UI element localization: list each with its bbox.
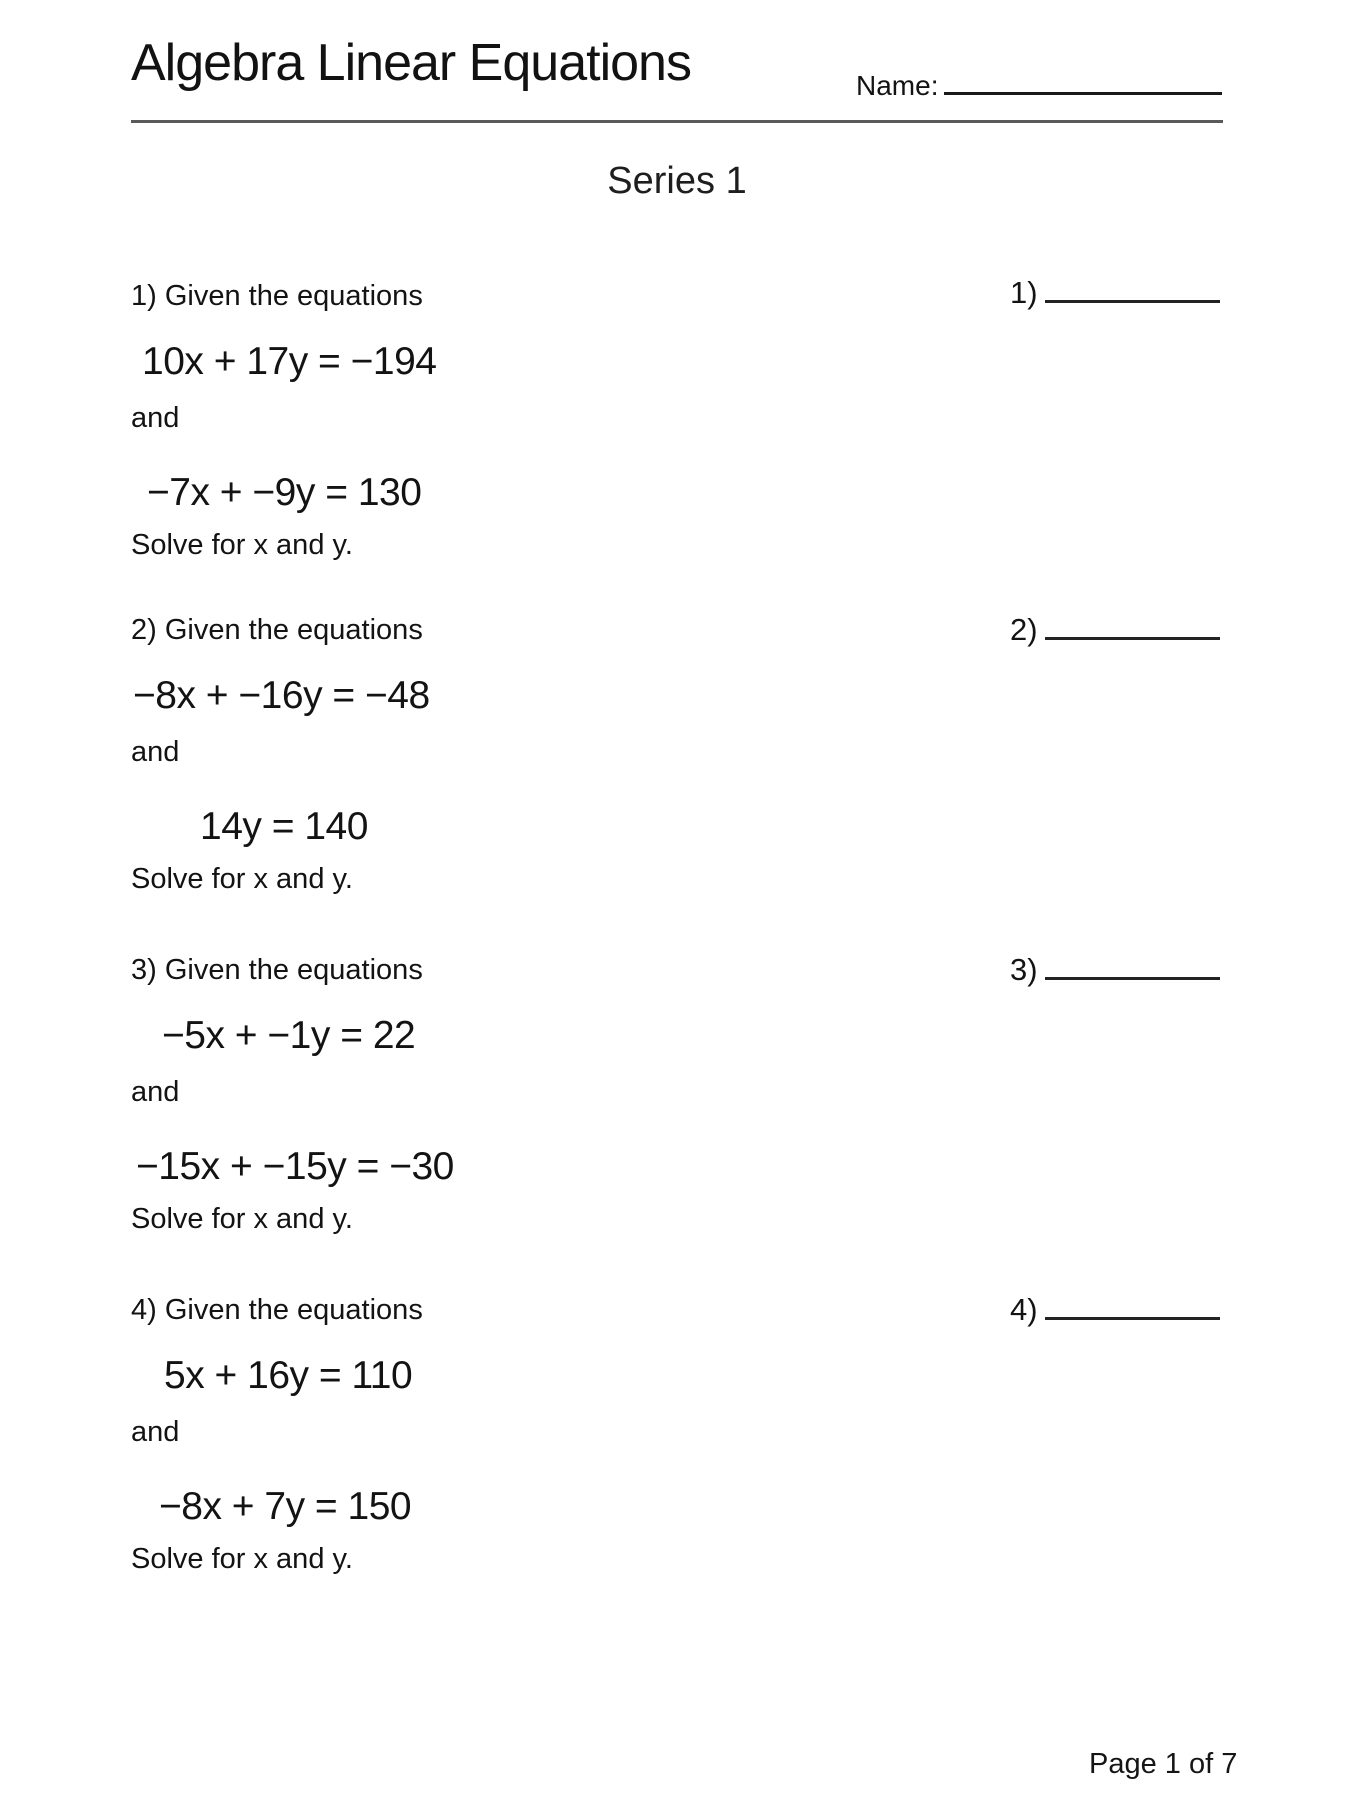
problem-prompt — [131, 280, 423, 313]
problem-prompt-text: Given the equations — [164, 614, 423, 646]
equation-first: −5x + −1y = 22 — [162, 1014, 416, 1057]
problem-1 — [131, 280, 911, 580]
solve-instruction: Solve for x and y. — [131, 863, 353, 895]
problem-3 — [131, 954, 911, 1254]
and-label: and — [131, 402, 180, 434]
answer-number: 2) — [1010, 612, 1038, 647]
page-title: Algebra Linear Equations — [131, 34, 691, 92]
answer-number: 3) — [1010, 952, 1038, 987]
equation-second: 14y = 140 — [200, 805, 368, 848]
answer-blank-line — [1045, 272, 1220, 303]
problem-prompt — [131, 954, 423, 987]
equation-first: −8x + −16y = −48 — [133, 674, 430, 717]
answer-slot-4 — [1010, 1289, 1220, 1328]
solve-instruction: Solve for x and y. — [131, 529, 353, 561]
answer-slot-1 — [1010, 272, 1220, 311]
problem-prompt — [131, 614, 423, 647]
answer-blank-line — [1045, 1289, 1220, 1320]
equation-second: −8x + 7y = 150 — [159, 1485, 412, 1528]
problem-number: 3) — [131, 954, 157, 986]
header-divider — [131, 120, 1223, 123]
problem-prompt-text: Given the equations — [164, 954, 423, 986]
answer-blank-line — [1045, 609, 1220, 640]
problem-number: 1) — [131, 280, 157, 312]
problem-4 — [131, 1294, 911, 1594]
equation-first: 10x + 17y = −194 — [142, 340, 437, 383]
problem-prompt-text: Given the equations — [164, 280, 423, 312]
problem-number: 4) — [131, 1294, 157, 1326]
problem-prompt — [131, 1294, 423, 1327]
answer-number: 1) — [1010, 275, 1038, 310]
answer-slot-2 — [1010, 609, 1220, 648]
answer-number: 4) — [1010, 1292, 1038, 1327]
equation-second: −15x + −15y = −30 — [136, 1145, 454, 1188]
and-label: and — [131, 736, 180, 768]
problem-2 — [131, 614, 911, 914]
page-footer: Page 1 of 7 — [1089, 1748, 1238, 1780]
solve-instruction: Solve for x and y. — [131, 1203, 353, 1235]
answer-slot-3 — [1010, 949, 1220, 988]
name-label: Name: — [856, 70, 939, 101]
equation-second: −7x + −9y = 130 — [147, 471, 422, 514]
and-label: and — [131, 1416, 180, 1448]
problem-prompt-text: Given the equations — [164, 1294, 423, 1326]
series-title: Series 1 — [607, 160, 747, 202]
name-field — [856, 66, 1222, 102]
and-label: and — [131, 1076, 180, 1108]
answer-blank-line — [1045, 949, 1220, 980]
problem-number: 2) — [131, 614, 157, 646]
solve-instruction: Solve for x and y. — [131, 1543, 353, 1575]
name-blank-line — [944, 66, 1222, 95]
equation-first: 5x + 16y = 110 — [164, 1354, 413, 1397]
